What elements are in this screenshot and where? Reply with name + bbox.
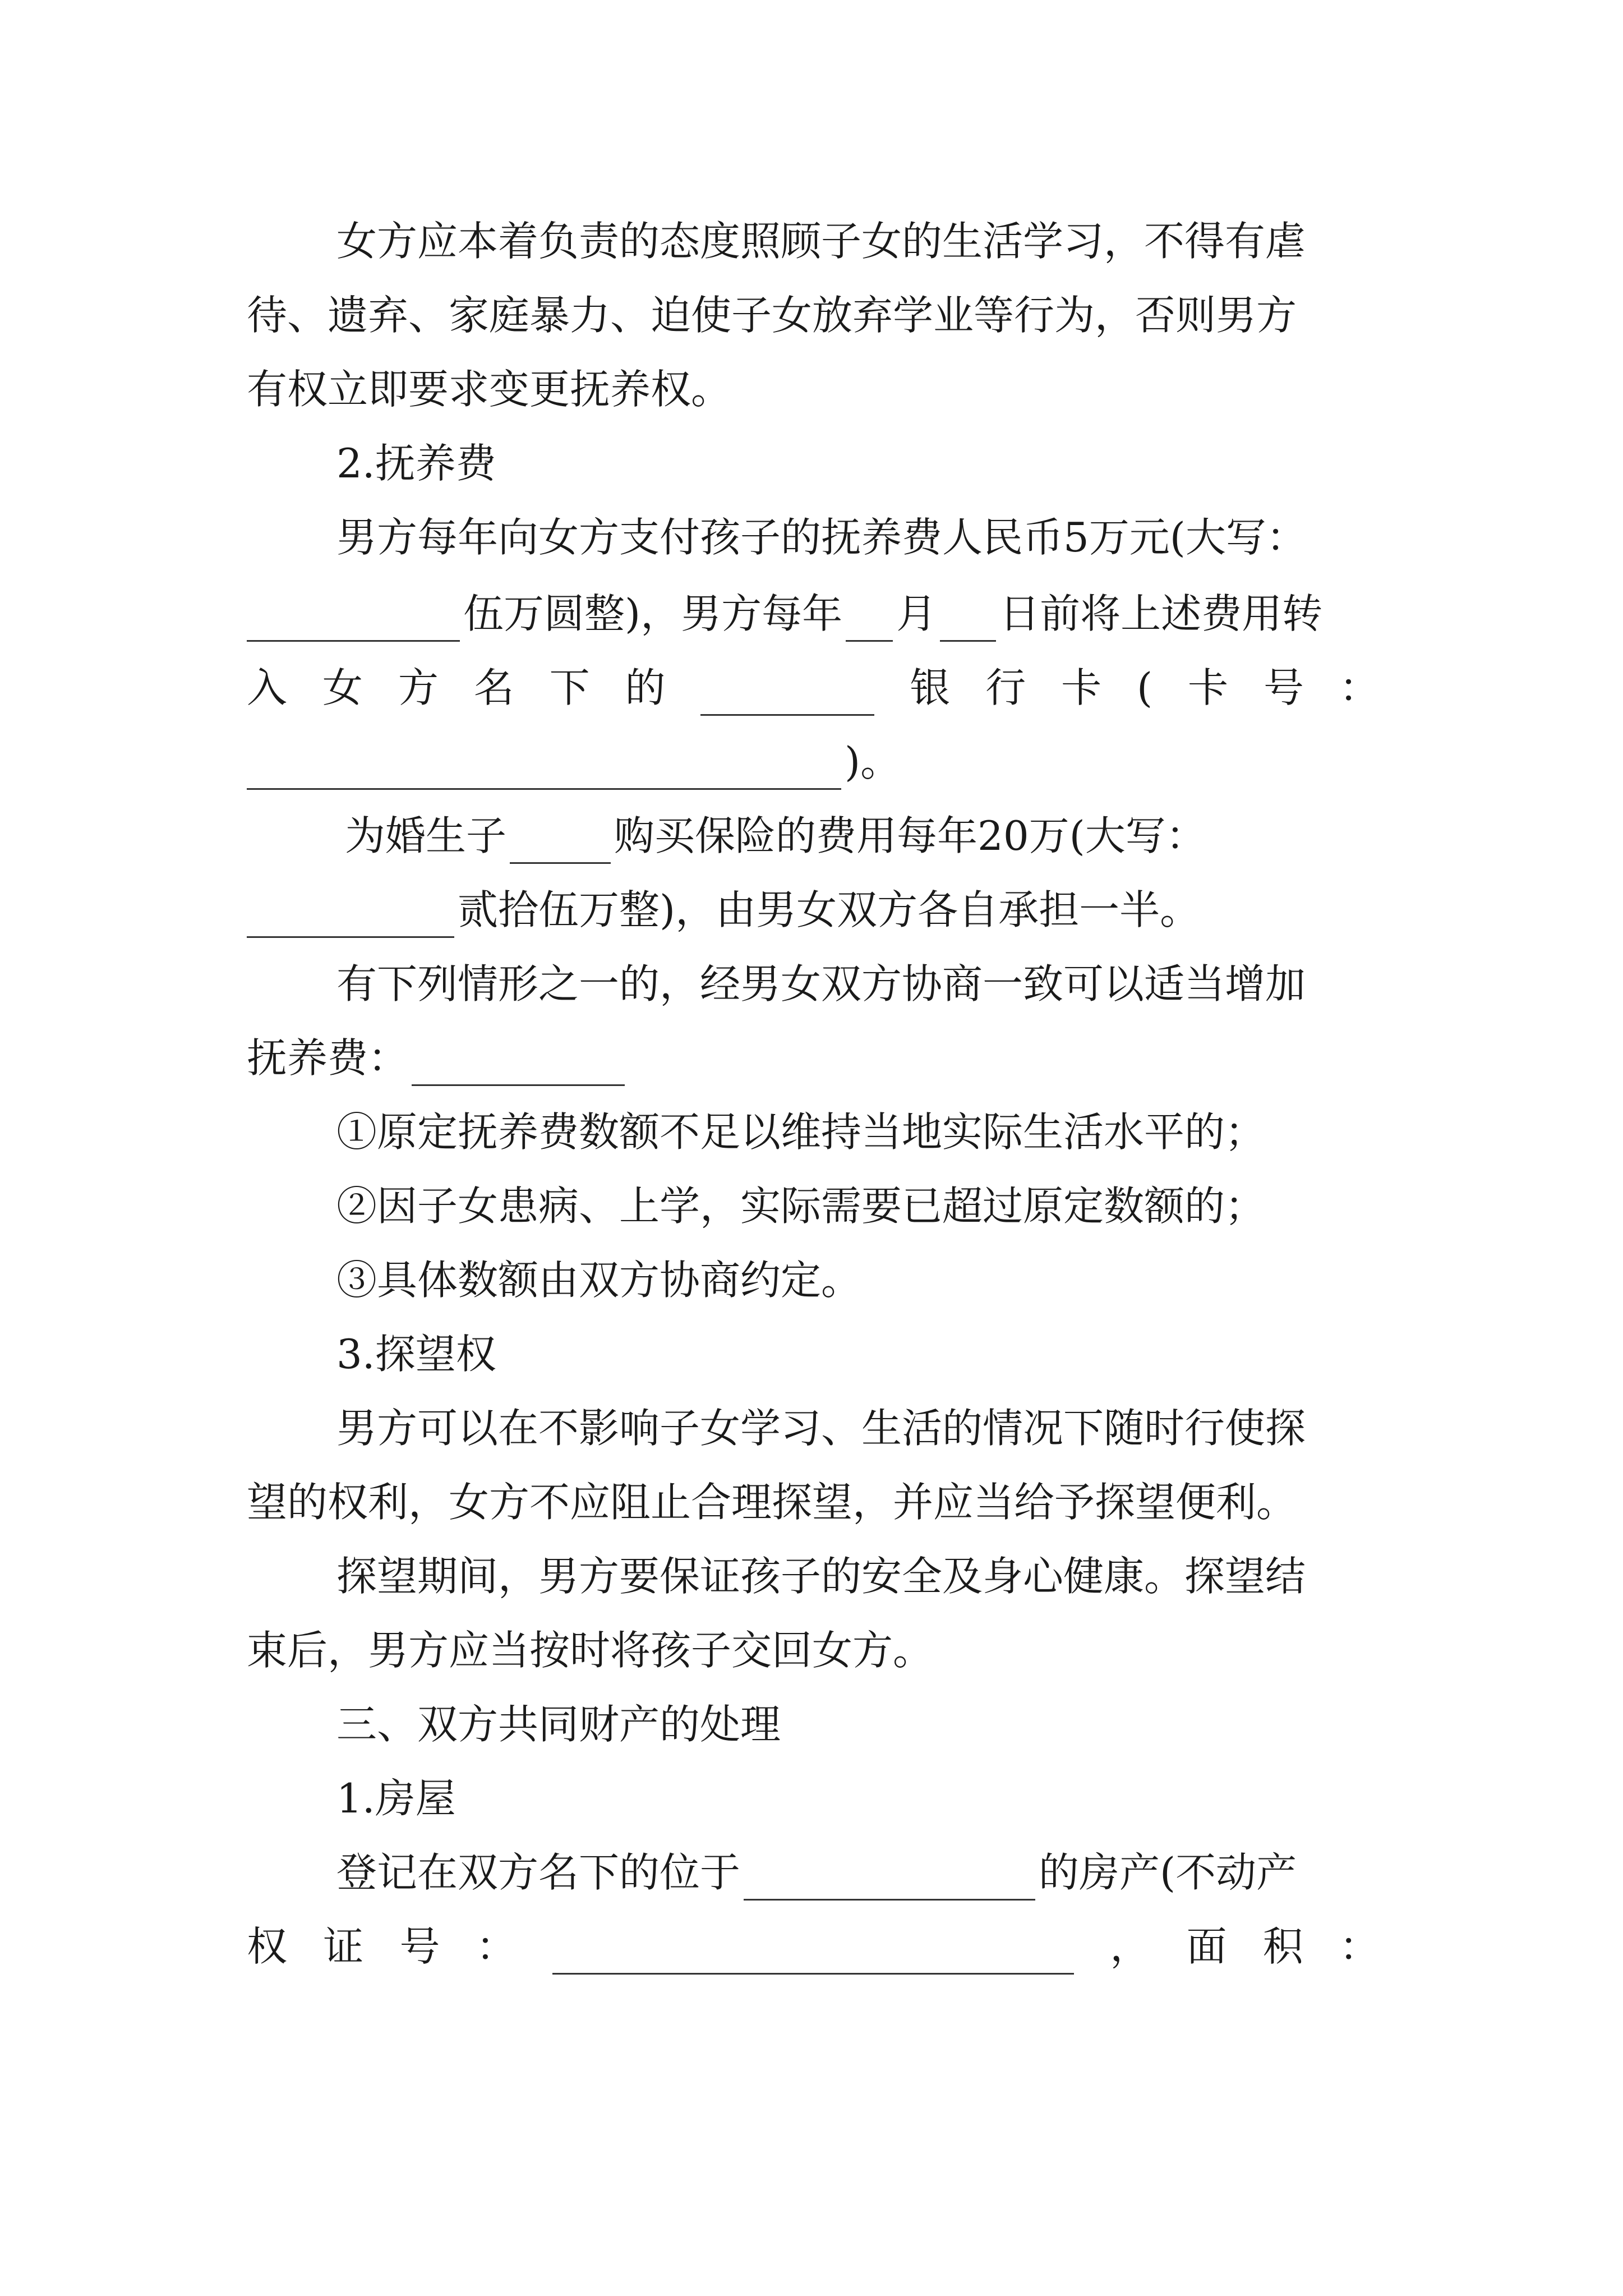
- text-span: 为婚生子: [345, 812, 507, 859]
- fill-blank: [744, 1860, 1035, 1901]
- paragraph-line-justified: [247, 1918, 1380, 1975]
- paragraph-line: [336, 1844, 1380, 1901]
- paragraph-line: 有下列情形之一的，经男女双方协商一致可以适当增加: [336, 960, 1306, 1007]
- fill-blank: [700, 675, 874, 716]
- char: ：: [476, 1923, 517, 1970]
- text-span: 购买保险的费用每年20万(大写：: [614, 812, 1206, 859]
- char: 行: [985, 664, 1026, 711]
- text-span: 月: [896, 590, 937, 637]
- paragraph-line: 男方可以在不影响子女学习、生活的情况下随时行使探: [336, 1405, 1306, 1452]
- text-span: 伍万圆整)，男方每年: [463, 590, 843, 637]
- paragraph-line: 女方应本着负责的态度照顾子女的生活学习，不得有虐: [336, 218, 1306, 265]
- paragraph-line: 束后，男方应当按时将孩子交回女方。: [247, 1627, 934, 1674]
- char: 名: [473, 664, 514, 711]
- text-span: 抚养费：: [247, 1034, 409, 1082]
- fill-blank: [846, 601, 893, 642]
- char: 卡: [1188, 664, 1229, 711]
- char: 证: [323, 1923, 364, 1970]
- paragraph-line: [247, 734, 1380, 790]
- char: 的: [625, 664, 666, 711]
- char: 号: [399, 1923, 440, 1970]
- char: 下: [549, 664, 590, 711]
- list-item: ②因子女患病、上学，实际需要已超过原定数额的；: [336, 1182, 1266, 1230]
- section-heading-visit: 3.探望权: [336, 1331, 496, 1378]
- paragraph-line: 待、遗弃、家庭暴力、迫使子女放弃学业等行为，否则男方: [247, 292, 1297, 339]
- char: ，: [1110, 1923, 1151, 1970]
- list-item: ③具体数额由双方协商约定。: [336, 1257, 862, 1304]
- paragraph-line-justified: [247, 660, 1380, 716]
- fill-blank: [247, 897, 454, 938]
- char: 号: [1263, 664, 1304, 711]
- text-span: 日前将上述费用转: [999, 590, 1323, 637]
- char: 入: [247, 664, 288, 711]
- char: 卡: [1061, 664, 1102, 711]
- paragraph-line: 探望期间，男方要保证孩子的安全及身心健康。探望结: [336, 1553, 1306, 1600]
- paragraph-line: [247, 1030, 1380, 1086]
- char: 方: [398, 664, 439, 711]
- char: ：: [1339, 1923, 1380, 1970]
- section-heading-support: 2.抚养费: [336, 440, 496, 487]
- paragraph-line: 有权立即要求变更抚养权。: [247, 366, 732, 413]
- fill-blank: [247, 749, 841, 790]
- text-span: 贰拾伍万整)，由男女双方各自承担一半。: [458, 886, 1201, 933]
- paragraph-line: 望的权利，女方不应阻止合理探望，并应当给予探望便利。: [247, 1479, 1297, 1526]
- fill-blank: [940, 601, 996, 642]
- paragraph-line: [345, 808, 1388, 864]
- text-span: 登记在双方名下的位于: [336, 1849, 741, 1896]
- paragraph-line: [247, 586, 1380, 642]
- fill-blank: [552, 1934, 1074, 1975]
- char: 面: [1186, 1923, 1227, 1970]
- section-heading-house: 1.房屋: [336, 1775, 456, 1822]
- section-heading-property: 三、双方共同财产的处理: [336, 1701, 781, 1748]
- char: 权: [247, 1923, 288, 1970]
- text-span: )。: [845, 738, 901, 785]
- char: 银: [910, 664, 951, 711]
- char: 积: [1262, 1923, 1303, 1970]
- fill-blank: [412, 1045, 625, 1086]
- paragraph-line: 男方每年向女方支付孩子的抚养费人民币5万元(大写：: [336, 514, 1307, 561]
- text-span: 的房产(不动产: [1039, 1849, 1297, 1896]
- paragraph-line: [247, 882, 1380, 938]
- list-item: ①原定抚养费数额不足以维持当地实际生活水平的；: [336, 1108, 1266, 1156]
- fill-blank: [510, 823, 611, 864]
- char: 女: [322, 664, 363, 711]
- char: ：: [1339, 664, 1380, 711]
- char: (: [1137, 664, 1153, 711]
- fill-blank: [247, 601, 460, 642]
